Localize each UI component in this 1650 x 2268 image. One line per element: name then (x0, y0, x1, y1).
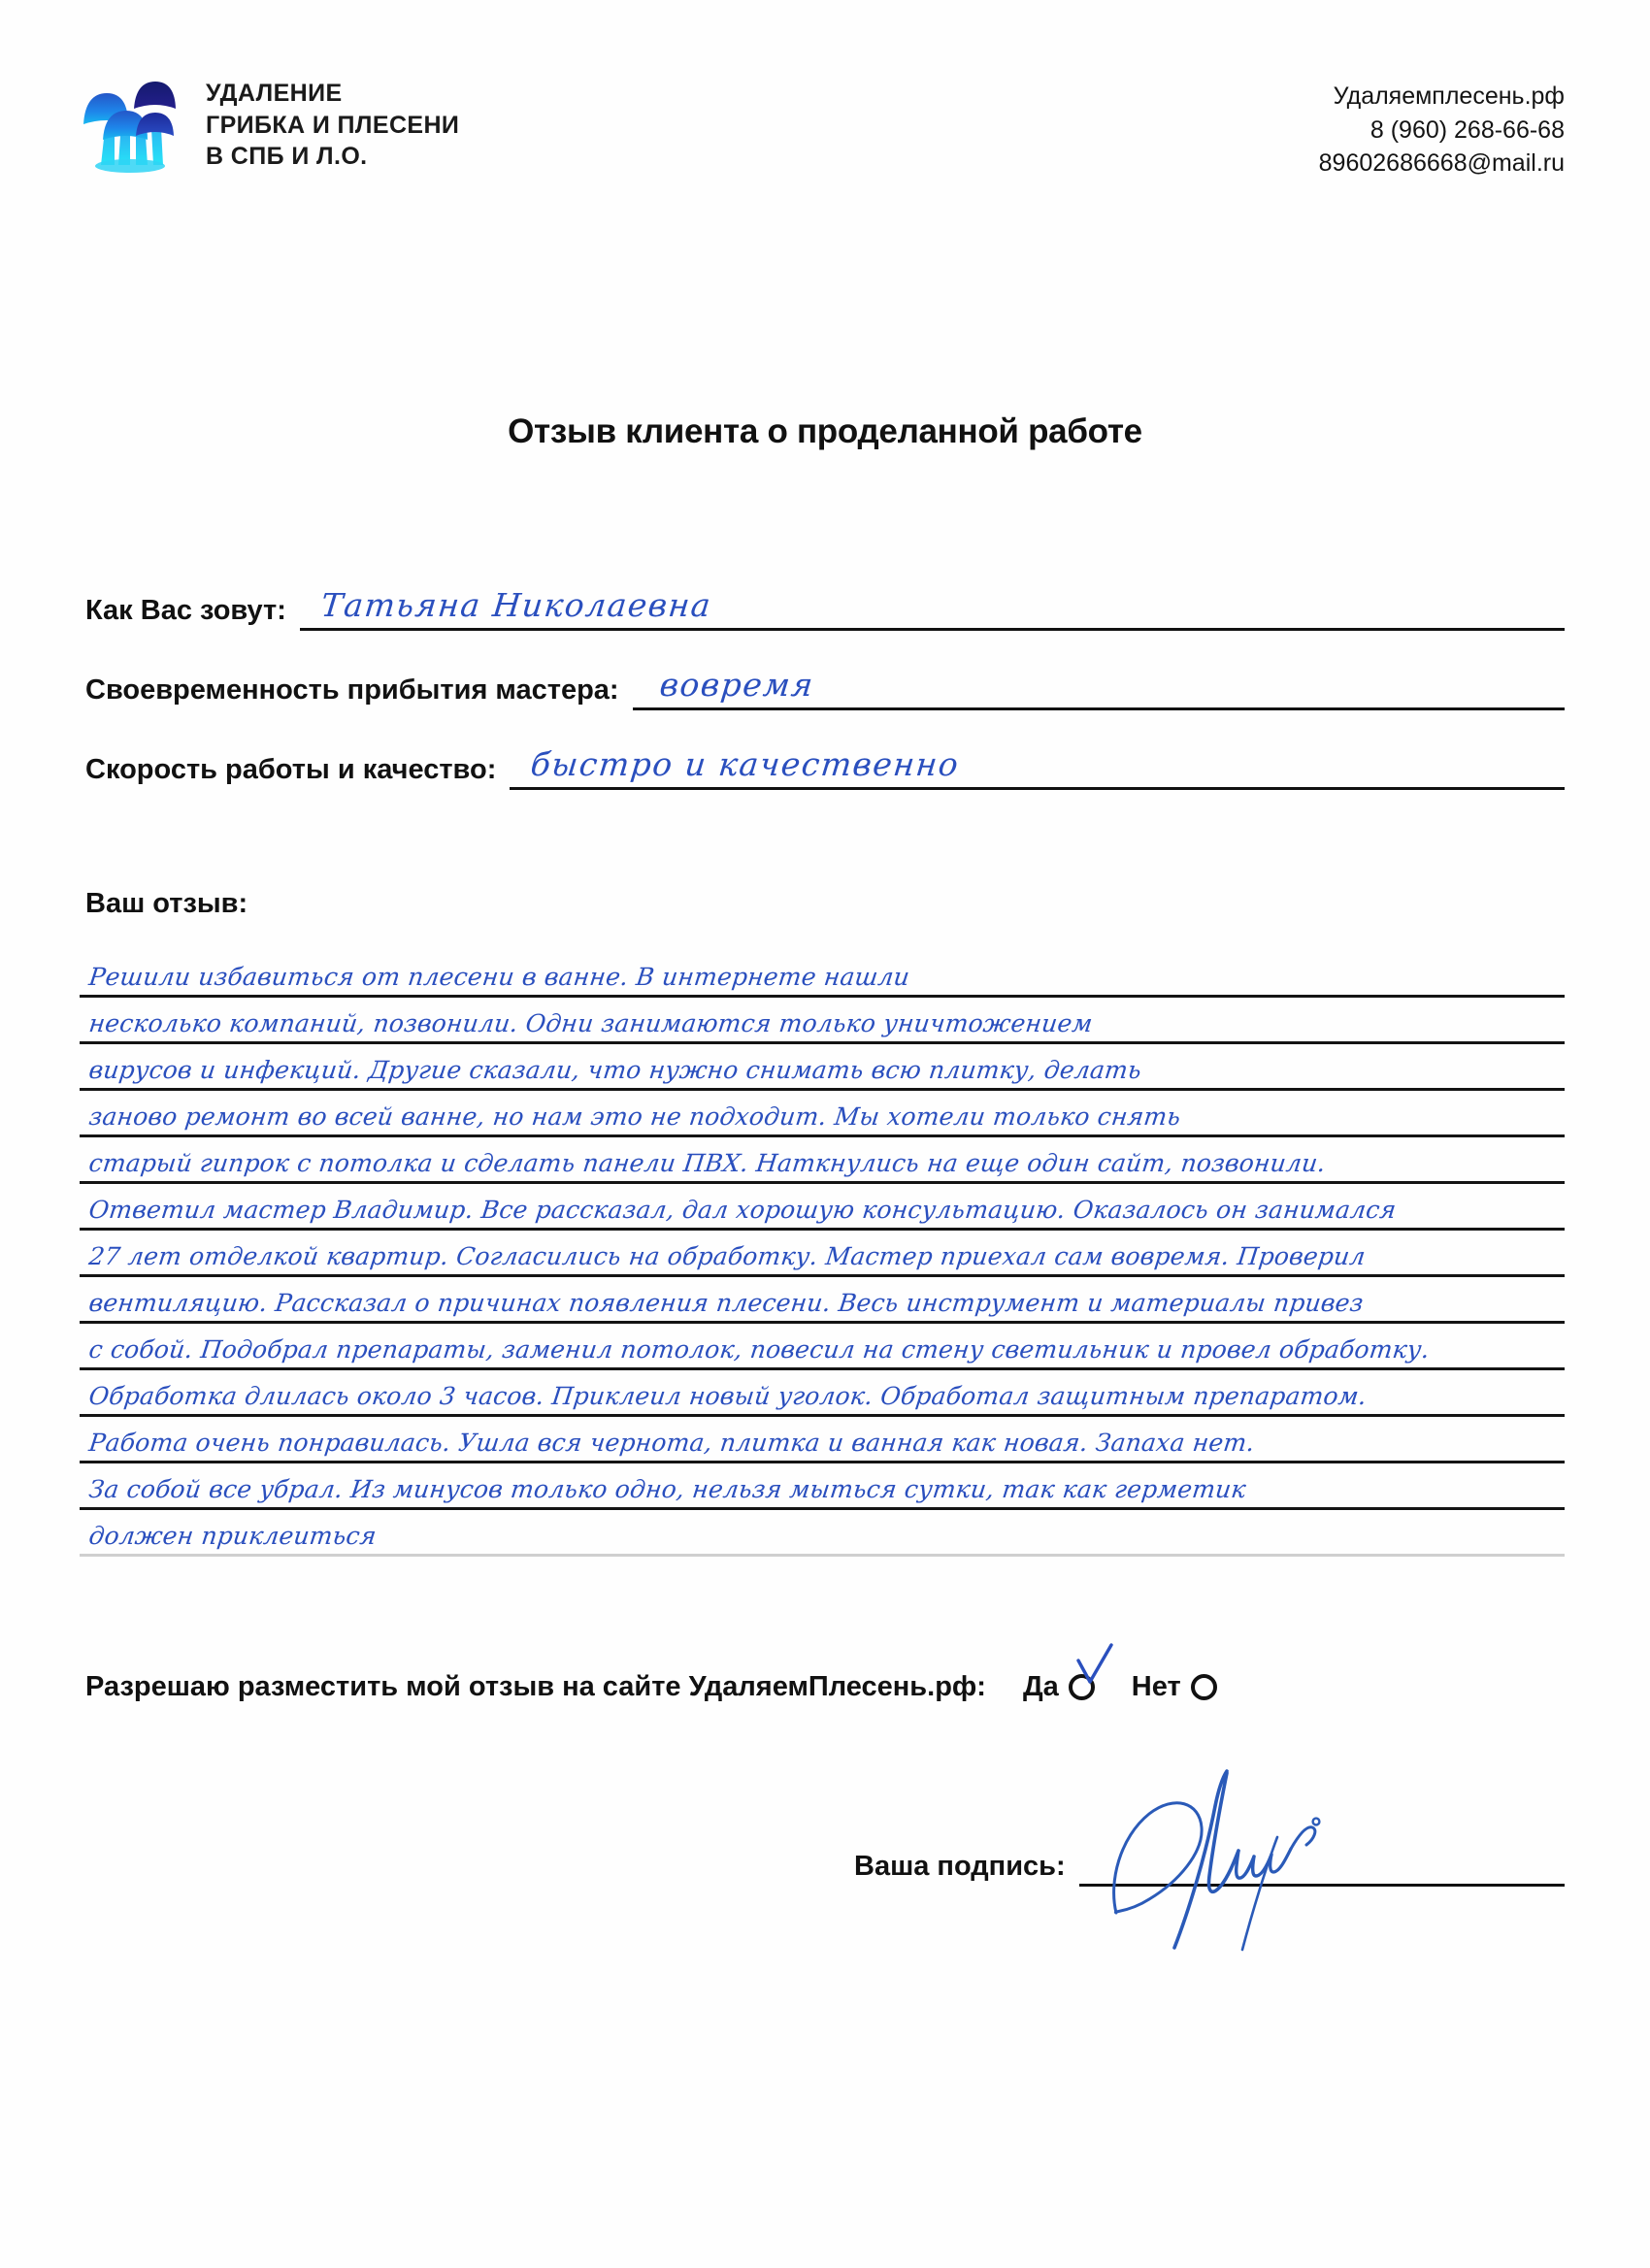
label-punctuality: Своевременность прибытия мастера: (85, 674, 619, 706)
review-textarea[interactable] (80, 951, 1565, 1557)
signature-row (854, 1844, 1565, 1887)
handwritten-name: Татьяна Николаевна (318, 586, 714, 624)
signature-field[interactable] (1079, 1844, 1565, 1887)
handwritten-signature (1099, 1767, 1361, 1952)
input-quality[interactable] (510, 745, 1565, 790)
handwritten-review-line: Ответил мастер Владимир. Все рассказал, дал хорошую консультацию. Оказалось он занимался (87, 1196, 1399, 1224)
review-line (80, 1091, 1565, 1137)
review-line (80, 1324, 1565, 1370)
handwritten-review-line: вентиляцию. Рассказал о причинах появления плесени. Весь инструмент и материалы привез (87, 1289, 1366, 1317)
brand-line-1: УДАЛЕНИЕ (206, 80, 343, 107)
review-line (80, 998, 1565, 1044)
permission-yes-label: Да (1022, 1671, 1059, 1702)
radio-yes[interactable] (1069, 1674, 1095, 1700)
review-line (80, 1370, 1565, 1417)
handwritten-review-line: Решили избавиться от плесени в ванне. В интернете нашли (87, 963, 911, 991)
field-row-quality (85, 740, 1565, 790)
brand-line-3: В СПБ И Л.О. (206, 143, 368, 170)
brand-name (206, 68, 459, 173)
permission-option-no[interactable] (1132, 1671, 1217, 1703)
review-line (80, 1044, 1565, 1091)
label-name: Как Вас зовут: (85, 595, 286, 626)
permission-option-yes[interactable] (1023, 1671, 1095, 1703)
review-line (80, 1231, 1565, 1277)
phone-text: 8 (960) 268-66-68 (1370, 115, 1565, 144)
label-signature: Ваша подпись: (854, 1851, 1066, 1882)
handwritten-review-line: Обработка длилась около 3 часов. Приклеил новый уголок. Обработал защитным препаратом. (87, 1382, 1369, 1410)
review-line (80, 1463, 1565, 1510)
handwritten-review-line: несколько компаний, позвонили. Одни занимаются только уничтожением (87, 1009, 1095, 1037)
mushroom-cluster-icon (76, 68, 184, 177)
handwritten-review-line: 27 лет отделкой квартир. Согласились на обработку. Мастер приехал сам вовремя. Проверил (87, 1242, 1368, 1270)
handwritten-review-line: вирусов и инфекций. Другие сказали, что нужно снимать всю плитку, делать (87, 1056, 1143, 1084)
label-review: Ваш отзыв: (85, 888, 248, 919)
checkmark-icon (1072, 1643, 1115, 1688)
brand-block (76, 68, 459, 177)
label-quality: Скорость работы и качество: (85, 754, 497, 785)
contact-block (1319, 80, 1565, 181)
handwritten-punctuality: вовремя (657, 666, 816, 704)
input-name[interactable] (300, 586, 1565, 631)
email-text: 89602686668@mail.ru (1318, 149, 1565, 177)
website-text: Удаляемплесень.рф (1333, 82, 1565, 110)
handwritten-review-line: старый гипрок с потолка и сделать панели ПВХ. Наткнулись на еще один сайт, позвонили. (87, 1149, 1328, 1177)
input-punctuality[interactable] (633, 666, 1565, 710)
handwritten-review-line: должен приклеиться (87, 1522, 379, 1550)
field-row-punctuality (85, 660, 1565, 710)
review-line (80, 1510, 1565, 1557)
permission-no-label: Нет (1131, 1671, 1181, 1702)
review-line (80, 1137, 1565, 1184)
review-line (80, 951, 1565, 998)
handwritten-review-line: заново ремонт во всей ванне, но нам это не подходит. Мы хотели только снять (87, 1102, 1183, 1131)
handwritten-review-line: с собой. Подобрал препараты, заменил потолок, повесил на стену светильник и провел обработку. (87, 1335, 1432, 1364)
handwritten-quality: быстро и качественно (529, 745, 962, 783)
handwritten-review-line: Работа очень понравилась. Ушла вся чернота, плитка и ванная как новая. Запаха нет. (87, 1429, 1257, 1457)
permission-row (85, 1671, 1217, 1703)
review-line (80, 1277, 1565, 1324)
document-header (0, 68, 1650, 194)
page-title: Отзыв клиента о проделанной работе (508, 412, 1142, 450)
radio-no[interactable] (1191, 1674, 1217, 1700)
review-line (80, 1417, 1565, 1463)
brand-line-2: ГРИБКА И ПЛЕСЕНИ (206, 111, 460, 139)
field-row-name (85, 580, 1565, 631)
handwritten-review-line: За собой все убрал. Из минусов только одно, нельзя мыться сутки, так как герметик (87, 1475, 1248, 1503)
review-line (80, 1184, 1565, 1231)
permission-text: Разрешаю разместить мой отзыв на сайте УдаляемПлесень.рф: (85, 1671, 986, 1702)
